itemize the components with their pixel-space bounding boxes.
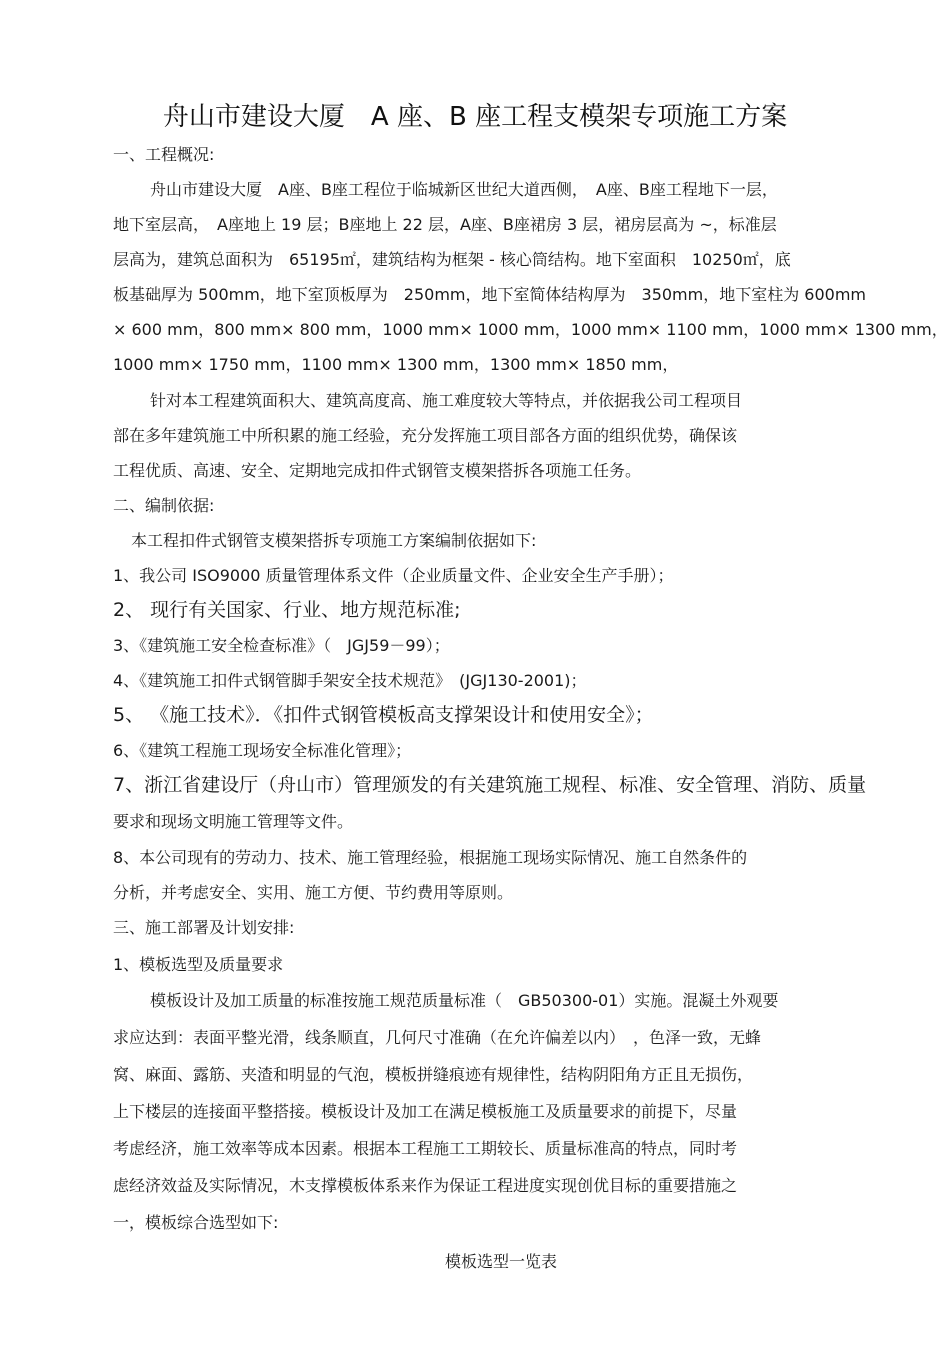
paragraph-line: 虑经济效益及实际情况，木支撑模板体系来作为保证工程进度实现创优目标的重要措施之 — [113, 1176, 738, 1195]
paragraph-line: 部在多年建筑施工中所积累的施工经验，充分发挥施工项目部各方面的组织优势，确保该 — [113, 426, 738, 445]
list-item-continuation: 要求和现场文明施工管理等文件。 — [113, 812, 354, 831]
paragraph-line: 求应达到：表面平整光滑，线条顺直，几何尺寸准确（在允许偏差以内） ，色泽一致，无蜂 — [113, 1028, 762, 1047]
paragraph-line: 针对本工程建筑面积大、建筑高度高、施工难度较大等特点，并依据我公司工程项目 — [150, 391, 743, 410]
list-item: 6、《建筑工程施工现场安全标准化管理》； — [113, 741, 412, 760]
paragraph-line: 板基础厚为 500mm，地下室顶板厚为 250mm，地下室简体结构厚为 350mm，地下室柱为 600mm — [113, 285, 867, 304]
subsection-heading: 1、模板选型及质量要求 — [113, 955, 284, 974]
paragraph-line: 模板设计及加工质量的标准按施工规范质量标准（ GB50300-01）实施。混凝土外观要 — [150, 991, 779, 1010]
paragraph-line: 1000 mm× 1750 mm，1100 mm× 1300 mm，1300 mm× 1850 mm， — [113, 355, 679, 374]
paragraph-line: 上下楼层的连接面平整搭接。模板设计及加工在满足模板施工及质量要求的前提下，尽量 — [113, 1102, 738, 1121]
section-heading-overview: 一、工程概况: — [113, 145, 215, 164]
paragraph-line: 考虑经济，施工效率等成本因素。根据本工程施工工期较长、质量标准高的特点，同时考 — [113, 1139, 738, 1158]
paragraph-line: 窝、麻面、露筋、夹渣和明显的气泡，模板拼缝痕迹有规律性，结构阴阳角方正且无损伤， — [113, 1065, 754, 1084]
list-item: 4、《建筑施工扣件式钢管脚手架安全技术规范》 (JGJ130-2001)； — [113, 671, 587, 690]
paragraph-line: 地下室层高， A座地上 19 层；B座地上 22 层，A座、B座裙房 3 层，裙房层高为 ~，标准层 — [113, 215, 777, 234]
list-item: 7、浙江省建设厅（舟山市）管理颁发的有关建筑施工规程、标准、安全管理、消防、质量 — [113, 774, 867, 796]
list-item-continuation: 分析，并考虑安全、实用、施工方便、节约费用等原则。 — [113, 883, 514, 902]
list-item: 3、《建筑施工安全检查标准》（ JGJ59－99）； — [113, 636, 450, 655]
paragraph-line: 一，模板综合选型如下: — [113, 1213, 279, 1232]
list-item: 1、我公司 ISO9000 质量管理体系文件（企业质量文件、企业安全生产手册）； — [113, 566, 674, 585]
paragraph-line: 本工程扣件式钢管支模架搭拆专项施工方案编制依据如下: — [131, 531, 537, 550]
page-title: 舟山市建设大厦 A 座、B 座工程支模架专项施工方案 — [162, 102, 788, 132]
paragraph-line: 工程优质、高速、安全、定期地完成扣件式钢管支模架搭拆各项施工任务。 — [113, 461, 642, 480]
section-heading-basis: 二、编制依据: — [113, 496, 215, 515]
table-caption: 模板选型一览表 — [445, 1252, 558, 1271]
list-item: 8、本公司现有的劳动力、技术、施工管理经验，根据施工现场实际情况、施工自然条件的 — [113, 848, 748, 867]
paragraph-line: 层高为，建筑总面积为 65195㎡，建筑结构为框架 - 核心筒结构。地下室面积 10250㎡，底 — [113, 250, 791, 269]
list-item: 5、 《施工技术》．《扣件式钢管模板高支撑架设计和使用安全》； — [113, 704, 654, 726]
paragraph-line: 舟山市建设大厦 A座、B座工程位于临城新区世纪大道西侧， A座、B座工程地下一层， — [150, 180, 778, 199]
list-item: 2、 现行有关国家、行业、地方规范标准; — [113, 599, 461, 621]
paragraph-line: × 600 mm，800 mm× 800 mm，1000 mm× 1000 mm，1000 mm× 1100 mm，1000 mm× 1300 mm， — [113, 320, 948, 339]
section-heading-deployment: 三、施工部署及计划安排: — [113, 918, 295, 937]
